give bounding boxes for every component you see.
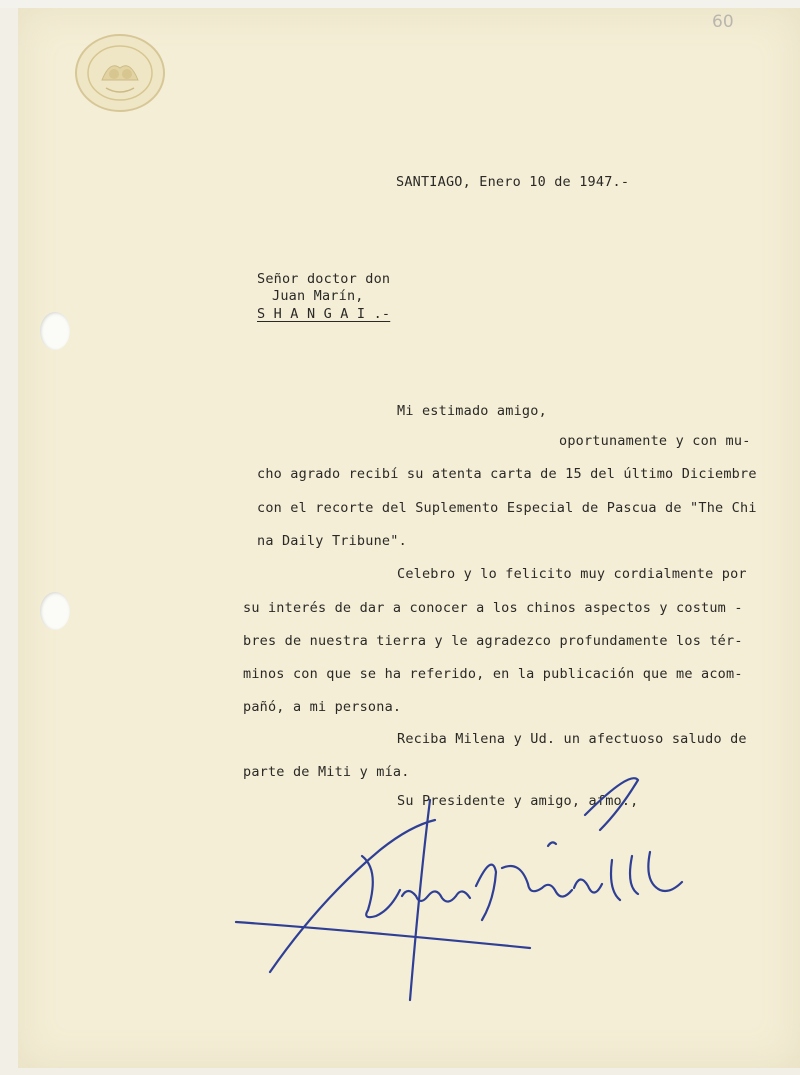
body-line: su interés de dar a conocer a los chinos aspectos y costum - — [243, 600, 743, 616]
handwritten-signature-icon — [230, 760, 700, 1010]
page-number: 60 — [712, 12, 734, 32]
scan-border — [0, 0, 800, 8]
body-line: parte de Miti y mía. — [243, 764, 410, 780]
body-line: na Daily Tribune". — [257, 533, 407, 549]
body-line: pañó, a mi persona. — [243, 699, 402, 715]
date-line: SANTIAGO, Enero 10 de 1947.- — [396, 174, 630, 190]
recipient-line-2: Juan Marín, — [272, 288, 364, 304]
recipient-city: S H A N G A I .- — [257, 306, 391, 322]
body-line: con el recorte del Suplemento Especial de Pascua de "The Chi — [257, 500, 757, 516]
body-line: Reciba Milena y Ud. un afectuoso saludo de — [397, 731, 747, 747]
body-line: bres de nuestra tierra y le agradezco profundamente los tér- — [243, 633, 743, 649]
punch-hole-bottom — [40, 592, 70, 630]
body-line: Celebro y lo felicito muy cordialmente por — [397, 566, 747, 582]
body-line: cho agrado recibí su atenta carta de 15 del último Diciembre — [257, 466, 757, 482]
salutation: Mi estimado amigo, — [397, 403, 547, 419]
body-line: minos con que se ha referido, en la publicación que me acom- — [243, 666, 743, 682]
closing-line: Su Presidente y amigo, afmo., — [397, 793, 639, 809]
embossed-seal-icon — [72, 30, 168, 116]
recipient-line-1: Señor doctor don — [257, 271, 391, 287]
punch-hole-top — [40, 312, 70, 350]
body-line: oportunamente y con mu- — [559, 433, 751, 449]
